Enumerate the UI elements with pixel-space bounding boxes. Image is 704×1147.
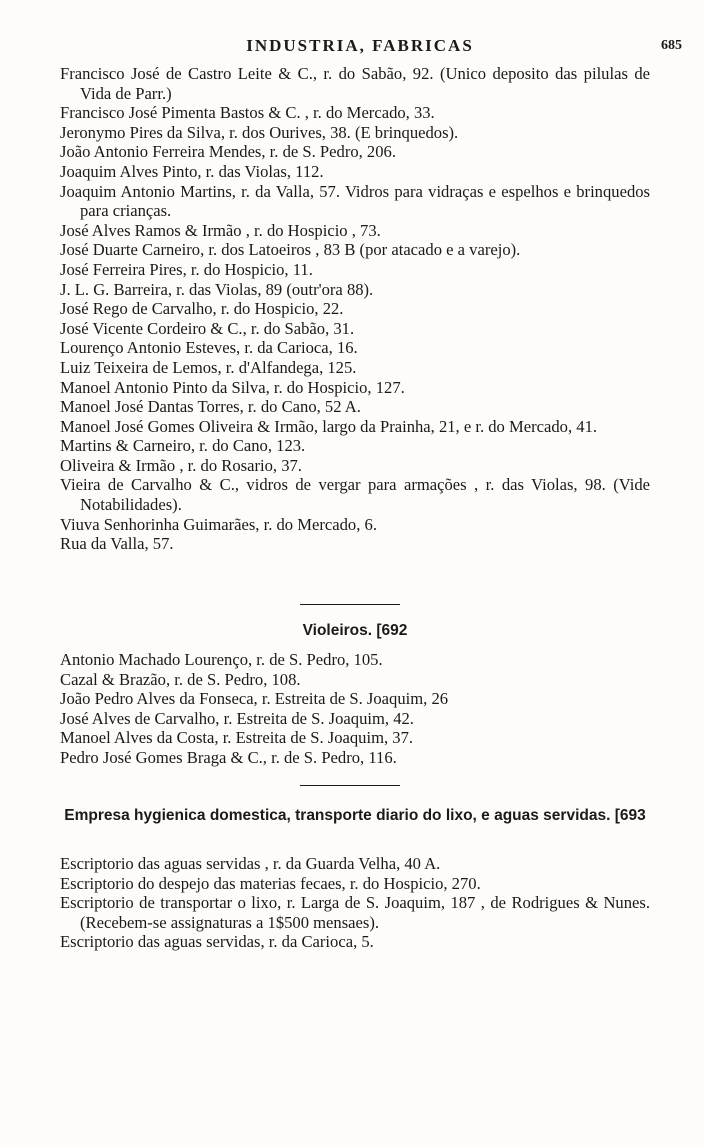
section-heading-violeiros: Violeiros. [692	[302, 622, 408, 639]
list-item: Lourenço Antonio Esteves, r. da Carioca, 16.	[60, 338, 358, 358]
list-item: Luiz Teixeira de Lemos, r. d'Alfandega, 125.	[60, 357, 357, 377]
list-item: José Ferreira Pires, r. do Hospicio, 11.	[60, 259, 313, 279]
running-head	[60, 36, 682, 62]
list-item: Martins & Carneiro, r. do Cano, 123.	[60, 436, 306, 456]
list-item: José Duarte Carneiro, r. dos Latoeiros , 83 B (por atacado e a varejo).	[60, 240, 521, 260]
section-divider	[300, 604, 400, 605]
list-item: Joaquim Antonio Martins, r. da Valla, 57. Vidros para vidraças e espelhos e brinquedos para crianças.	[60, 181, 650, 221]
list-item: Francisco José de Castro Leite & C., r. do Sabão, 92. (Unico deposito das pilulas de Vida de Parr.)	[60, 64, 650, 103]
list-item: Manoel Alves da Costa, r. Estreita de S. Joaquim, 37.	[60, 728, 414, 748]
section-divider	[300, 785, 400, 786]
entry-list-continued	[60, 64, 650, 554]
list-item: Joaquim Alves Pinto, r. das Violas, 112.	[60, 161, 324, 181]
list-item: Escriptorio das aguas servidas, r. da Carioca, 5.	[60, 932, 374, 952]
page-title: INDUSTRIA, FABRICAS	[246, 36, 474, 55]
section-heading-empresa: Empresa hygienica domestica, transporte diario do lixo, e aguas servidas. [693	[64, 807, 646, 824]
list-item: Oliveira & Irmão , r. do Rosario, 37.	[60, 455, 302, 475]
entry-list-empresa	[60, 854, 650, 952]
list-item: Manoel Antonio Pinto da Silva, r. do Hospicio, 127.	[60, 377, 405, 397]
list-item: Viuva Senhorinha Guimarães, r. do Mercado, 6.	[60, 514, 377, 534]
list-item: João Pedro Alves da Fonseca, r. Estreita de S. Joaquim, 26	[60, 689, 449, 709]
list-item: Vieira de Carvalho & C., vidros de vergar para armações , r. das Violas, 98. (Vide Notabilidades).	[60, 475, 650, 515]
list-item: Francisco José Pimenta Bastos & C. , r. do Mercado, 33.	[60, 103, 435, 123]
list-item: Escriptorio de transportar o lixo, r. Larga de S. Joaquim, 187 , de Rodrigues & Nunes. (Recebem-se assignaturas a 1$500 mensaes).	[60, 893, 650, 932]
list-item: Manoel José Gomes Oliveira & Irmão, largo da Prainha, 21, e r. do Mercado, 41.	[60, 416, 598, 436]
list-item: José Alves Ramos & Irmão , r. do Hospicio , 73.	[60, 220, 381, 240]
list-item: Antonio Machado Lourenço, r. de S. Pedro, 105.	[60, 650, 383, 669]
list-item: José Vicente Cordeiro & C., r. do Sabão, 31.	[60, 318, 355, 338]
list-item: Escriptorio das aguas servidas , r. da Guarda Velha, 40 A.	[60, 854, 441, 873]
list-item: Pedro José Gomes Braga & C., r. de S. Pedro, 116.	[60, 747, 397, 767]
list-item: João Antonio Ferreira Mendes, r. de S. Pedro, 206.	[60, 142, 396, 162]
list-item: Manoel José Dantas Torres, r. do Cano, 52 A.	[60, 397, 361, 417]
page-number: 685	[661, 38, 682, 53]
list-item: José Rego de Carvalho, r. do Hospicio, 22.	[60, 299, 344, 319]
list-item: Jeronymo Pires da Silva, r. dos Ourives, 38. (E brinquedos).	[60, 122, 459, 142]
entry-list-violeiros	[60, 650, 650, 768]
list-item: Cazal & Brazão, r. de S. Pedro, 108.	[60, 669, 301, 689]
list-item: Rua da Valla, 57.	[60, 534, 174, 554]
list-item: Escriptorio do despejo das materias fecaes, r. do Hospicio, 270.	[60, 873, 481, 893]
list-item: J. L. G. Barreira, r. das Violas, 89 (outr'ora 88).	[60, 279, 374, 299]
list-item: José Alves de Carvalho, r. Estreita de S. Joaquim, 42.	[60, 708, 414, 728]
